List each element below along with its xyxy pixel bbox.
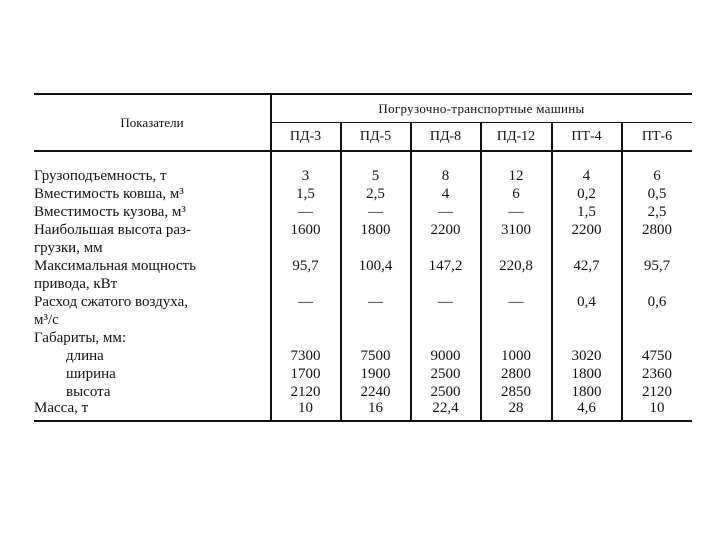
table-cell: 220,8 [499, 258, 533, 274]
bottom-rule [34, 420, 692, 422]
row-label-unload-height: Наибольшая высота раз- [34, 222, 191, 238]
table-cell: 9000 [430, 348, 461, 364]
table-cell: 7500 [360, 348, 391, 364]
row-label-width: ширина [66, 366, 116, 382]
table-cell: 1,5 [296, 186, 315, 202]
table-cell: 4 [582, 168, 591, 184]
header-machine-group: Погрузочно-транспортные машины [378, 101, 585, 116]
top-rule [34, 93, 692, 95]
table-cell: 4,6 [577, 400, 596, 416]
column-header-pd12: ПД-12 [496, 128, 536, 144]
table-cell: 1800 [571, 366, 602, 382]
table-cell: 1000 [501, 348, 531, 364]
table-cell: 16 [368, 400, 383, 416]
table-cell: — [368, 294, 383, 310]
table-cell: 2,5 [366, 186, 385, 202]
table-cell: 4 [441, 186, 450, 202]
table-cell: — [438, 294, 453, 310]
table-cell: 0,4 [577, 294, 596, 310]
column-header-pt4: ПТ-4 [571, 128, 602, 144]
table-cell: — [508, 204, 524, 220]
table-cell: 2800 [501, 366, 531, 382]
table-cell: — [438, 204, 453, 220]
column-header-pt6: ПТ-6 [641, 128, 673, 144]
row-label-unload-height-cont: грузки, мм [34, 240, 103, 256]
table-cell: 1800 [360, 222, 391, 238]
header-bottom-rule [34, 150, 692, 152]
row-label-length: длина [66, 348, 104, 364]
table-cell: 2200 [430, 222, 461, 238]
row-label-body-volume: Вместимость кузова, м³ [34, 204, 186, 220]
table-cell: 95,7 [643, 258, 671, 274]
table-cell: 2500 [430, 384, 461, 400]
column-header-pd5: ПД-5 [359, 128, 392, 144]
row-label-air-consumption-cont: м³/с [34, 312, 59, 328]
table-cell: 3020 [571, 348, 602, 364]
row-label-air-consumption: Расход сжатого воздуха, [34, 294, 188, 310]
table-cell: 28 [508, 400, 524, 416]
table-cell: 8 [441, 168, 450, 184]
row-label-load-capacity: Грузоподъемность, т [34, 168, 167, 184]
table-cell: 5 [371, 168, 380, 184]
table-cell: 147,2 [428, 258, 463, 274]
table-cell: 6 [512, 186, 520, 202]
table-cell: 100,4 [358, 258, 393, 274]
table-cell: 1600 [290, 222, 321, 238]
table-cell: — [508, 294, 524, 310]
table-cell: 1800 [571, 384, 602, 400]
table-cell: 2120 [290, 384, 321, 400]
table-cell: 12 [508, 168, 524, 184]
row-label-max-power: Максимальная мощность [34, 258, 196, 274]
column-header-pd8: ПД-8 [429, 128, 462, 144]
table-cell: 95,7 [292, 258, 319, 274]
table-cell: — [298, 294, 313, 310]
table-cell: 7300 [290, 348, 321, 364]
table-cell: 42,7 [573, 258, 600, 274]
table-cell: 22,4 [432, 400, 459, 416]
table-cell: 2800 [642, 222, 672, 238]
table-cell: 2360 [642, 366, 672, 382]
table-cell: 0,2 [577, 186, 596, 202]
row-label-mass: Масса, т [34, 400, 89, 416]
row-label-bucket-volume: Вместимость ковша, м³ [34, 186, 184, 202]
table-cell: — [368, 204, 383, 220]
table-cell: 1,5 [577, 204, 596, 220]
table-cell: 1900 [360, 366, 391, 382]
header-indicators: Показатели [120, 115, 184, 130]
table-cell: 3100 [501, 222, 531, 238]
table-cell: 2,5 [647, 204, 667, 220]
table-cell: — [298, 204, 313, 220]
table-cell: 10 [649, 400, 665, 416]
column-header-pd3: ПД-3 [289, 128, 322, 144]
row-label-max-power-cont: привода, кВт [34, 276, 118, 292]
table-cell: 10 [298, 400, 313, 416]
table-cell: 0,6 [647, 294, 667, 310]
table-cell: 2240 [360, 384, 391, 400]
table-cell: 4750 [642, 348, 672, 364]
table-cell: 2850 [501, 384, 531, 400]
row-label-height: высота [66, 384, 111, 400]
table-cell: 2500 [430, 366, 461, 382]
table-cell: 3 [301, 168, 310, 184]
table-cell: 1700 [290, 366, 321, 382]
table-cell: 2120 [642, 384, 672, 400]
table-cell: 2200 [571, 222, 602, 238]
table-cell: 6 [653, 168, 661, 184]
row-label-dimensions: Габариты, мм: [34, 330, 127, 346]
table-cell: 0,5 [647, 186, 667, 202]
